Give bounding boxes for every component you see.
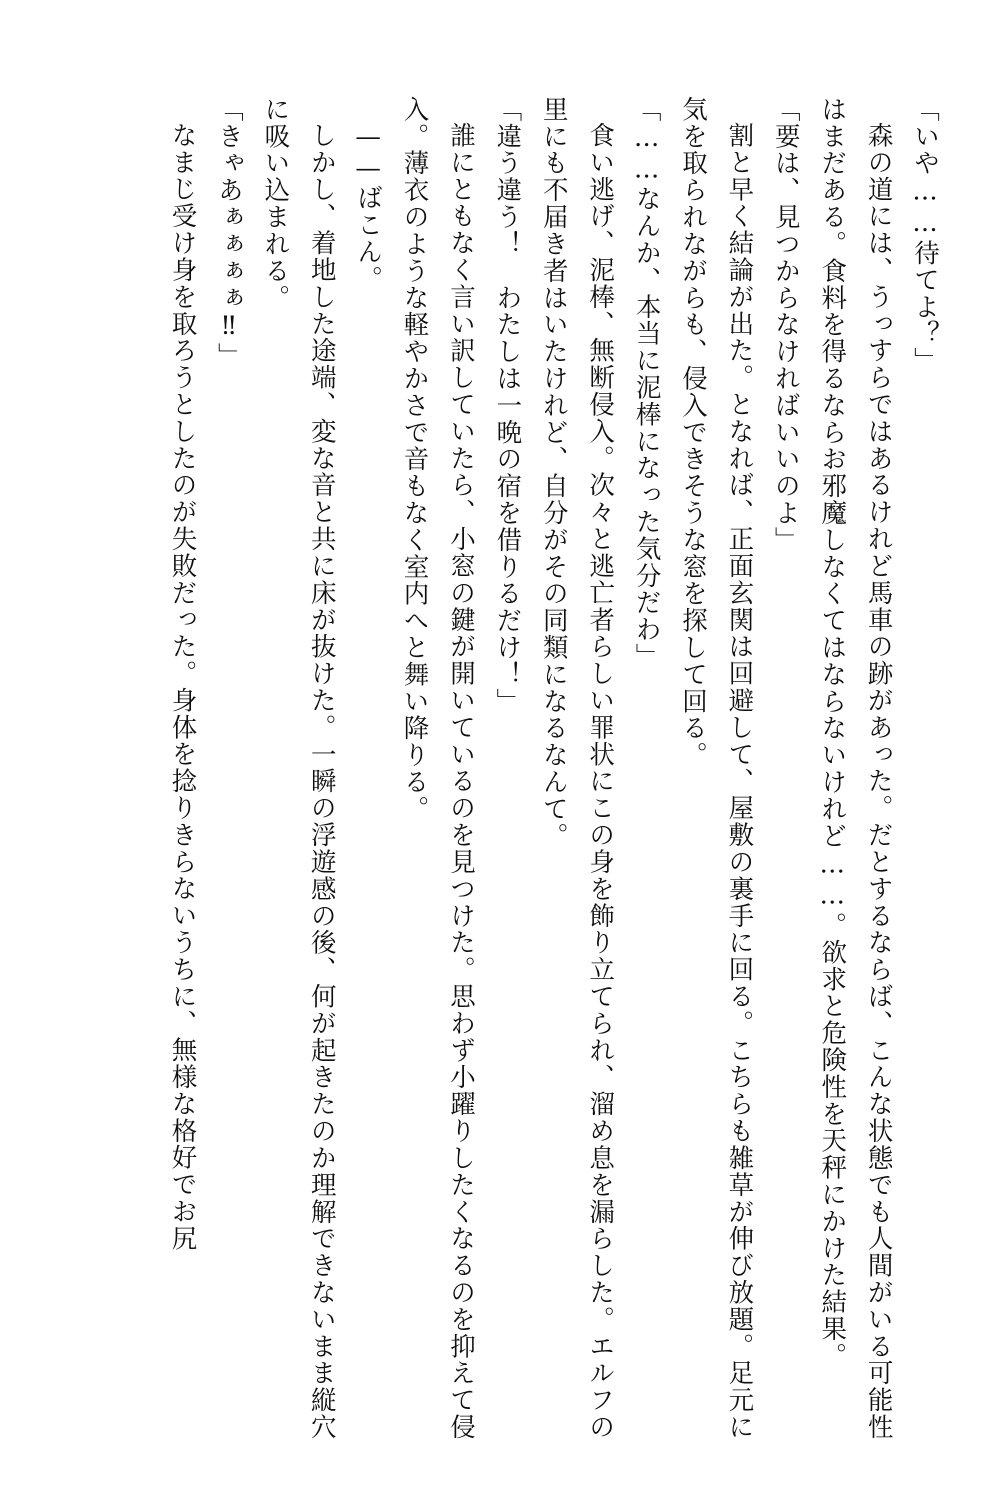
- paragraph: しかし、着地した途端、変な音と共に床が抜けた。一瞬の浮遊感の後、何が起きたのか理解できないまま縦穴に吸い込まれる。: [260, 96, 337, 1440]
- paragraph: 「違う違う！ わたしは一晩の宿を借りるだけ！」: [492, 96, 523, 715]
- paragraph: 食い逃げ、泥棒、無断侵入。次々と逃亡者らしい罪状にこの身を飾り立てられ、溜め息を漏らした。エルフの里にも不届き者はいたけれど、自分がその同類になるなんて。: [538, 96, 616, 1440]
- vertical-text-body: [52, 96, 948, 1440]
- paragraph: なまじ受け身を取ろうとしたのが失敗だった。身体を捻りきらないうちに、無様な格好でお尻: [167, 121, 198, 1252]
- paragraph: 「……なんか、本当に泥棒になった気分だわ」: [631, 96, 662, 670]
- paragraph: 森の道には、うっすらではあるけれど馬車の跡があった。だとするならば、こんな状態でも人間がいる可能性はまだある。食料を得るならお邪魔しなくてはならないけれど……。欲求と危険性を天秤にかけた結果。: [817, 96, 894, 1440]
- paragraph: 誰にともなく言い訳していたら、小窓の鍵が開いているのを見つけた。思わず小躍りしたくなるのを抑えて侵入。薄衣のような軽やかさで音もなく室内へと舞い降りる。: [399, 96, 476, 1440]
- paragraph: 「要は、見つからなければいいのよ」: [770, 96, 801, 554]
- paragraph: 割と早く結論が出た。となれば、正面玄関は回避して、屋敷の裏手に回る。こちらも雑草が伸び放題。足元に気を取られながらも、侵入できそうな窓を探して回る。: [677, 96, 755, 1440]
- paragraph: 「きゃあぁぁぁぁ‼」: [213, 96, 244, 370]
- paragraph: ——ばこん。: [353, 121, 384, 292]
- paragraph: 「いや……待てよ？」: [910, 96, 940, 375]
